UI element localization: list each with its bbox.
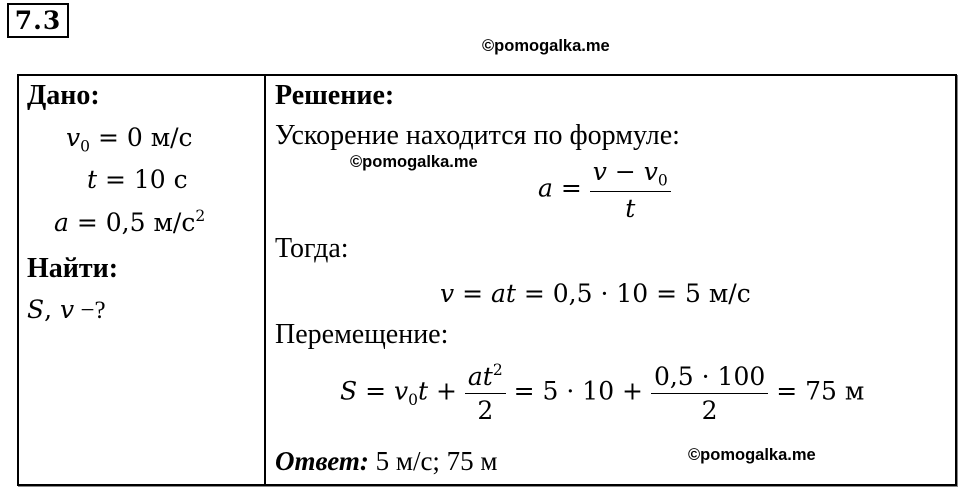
- var-v: v: [60, 295, 75, 324]
- given-a: [54, 207, 205, 237]
- eq: =: [552, 173, 590, 203]
- var-t: t: [417, 376, 429, 406]
- denominator: t: [625, 194, 636, 224]
- formula-velocity: [440, 279, 751, 308]
- var-v: v: [393, 376, 409, 406]
- num-a: a: [467, 362, 483, 392]
- num-v: v: [592, 157, 607, 186]
- subscript: 0: [657, 171, 668, 190]
- subscript: 0: [80, 137, 90, 156]
- middle: = 5 · 10 +: [505, 376, 651, 406]
- answer-value: 5 м/с; 75 м: [368, 446, 498, 476]
- var-a: a: [490, 279, 506, 308]
- value: = 0,5 м/с: [68, 208, 196, 238]
- problem-number: 7.3: [7, 3, 69, 38]
- superscript: 2: [195, 207, 206, 225]
- superscript: 2: [492, 361, 503, 379]
- watermark-bottom: ©pomogalka.me: [688, 446, 816, 464]
- formula-displacement: [340, 361, 864, 425]
- fraction: [590, 157, 671, 223]
- denominator: 2: [477, 396, 494, 426]
- subscript: 0: [408, 390, 418, 409]
- answer-label: Ответ:: [275, 446, 369, 476]
- find-header: Найти:: [27, 253, 119, 284]
- solution-header: Решение:: [275, 80, 395, 111]
- var-s: S: [27, 295, 45, 324]
- value: = 10 с: [97, 165, 188, 194]
- fraction-1: [465, 361, 506, 425]
- eq: =: [454, 279, 491, 308]
- numerator: [590, 157, 671, 192]
- eq: =: [357, 376, 394, 406]
- var-t: t: [505, 279, 516, 308]
- given-t: [87, 165, 188, 194]
- var: v: [66, 123, 81, 152]
- solution-line-2: Тогда:: [275, 233, 349, 264]
- watermark-top: ©pomogalka.me: [482, 37, 610, 55]
- value: = 0 м/с: [90, 123, 193, 152]
- find-expression: [27, 295, 106, 325]
- given-v0: [66, 123, 193, 155]
- formula-acceleration: [538, 157, 671, 223]
- num-v0: v: [643, 157, 658, 186]
- solution-line-3: Перемещение:: [275, 319, 449, 350]
- given-header: Дано:: [27, 80, 100, 111]
- result: = 75 м: [768, 376, 865, 406]
- lhs: a: [538, 173, 553, 203]
- var: t: [87, 165, 98, 194]
- minus: −: [606, 157, 644, 186]
- var-v: v: [440, 279, 455, 308]
- answer-line: [275, 446, 498, 477]
- watermark-middle: ©pomogalka.me: [350, 153, 478, 171]
- plus: +: [428, 376, 465, 406]
- sep: ,: [44, 295, 61, 324]
- column-divider: [264, 74, 266, 484]
- numerator: [465, 361, 506, 394]
- solution-line-1: Ускорение находится по формуле:: [275, 120, 680, 151]
- var-s: S: [340, 376, 358, 406]
- numerator: 0,5 · 100: [651, 362, 768, 394]
- result: = 0,5 · 10 = 5 м/с: [515, 279, 751, 308]
- question: −?: [74, 297, 106, 324]
- fraction-2: [651, 362, 768, 425]
- denominator: 2: [701, 395, 718, 425]
- var: a: [54, 208, 69, 238]
- num-t: t: [482, 362, 493, 392]
